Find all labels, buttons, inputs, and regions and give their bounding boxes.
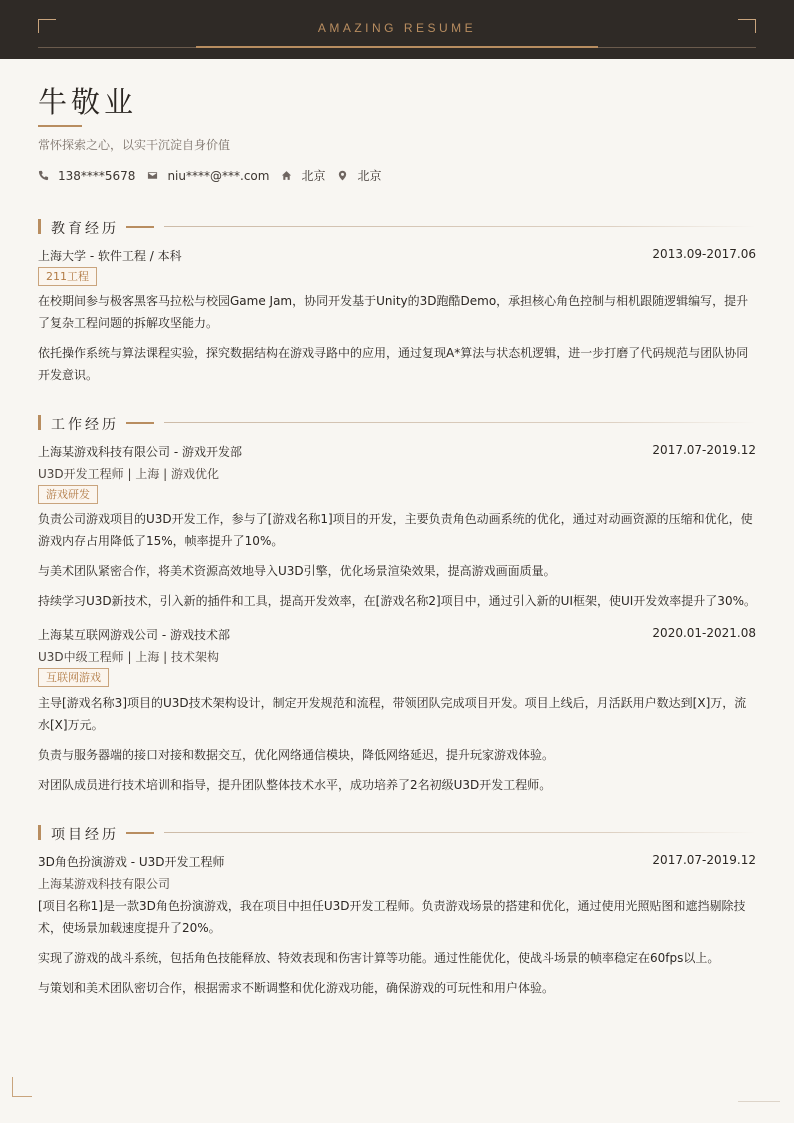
job-paragraph: 主导[游戏名称3]项目的U3D技术架构设计，制定开发规范和流程，带领团队完成项目开发。项目上线后，月活跃用户数达到[X]万，流水[X]万元。	[38, 696, 747, 732]
contact-location	[337, 167, 381, 184]
job-date: 2017.07-2019.12	[652, 443, 756, 457]
header-divider-accent	[196, 46, 598, 48]
contact-email[interactable]	[147, 169, 269, 183]
header-band	[0, 0, 794, 59]
section-header-work	[38, 414, 756, 432]
section-header-projects	[38, 824, 756, 842]
section-title: 工作经历	[51, 417, 119, 433]
job-paragraph: 对团队成员进行技术培训和指导，提升团队整体技术水平，成功培养了2名初级U3D开发工程师。	[38, 778, 552, 792]
corner-ornament-bottom-left	[12, 1077, 32, 1097]
job-paragraph: 负责与服务器端的接口对接和数据交互，优化网络通信模块，降低网络延迟，提升玩家游戏体验。	[38, 748, 555, 762]
section-title: 项目经历	[51, 827, 119, 843]
footer-rule	[738, 1101, 780, 1102]
education-paragraph: 在校期间参与极客黑客马拉松与校园Game Jam，协同开发基于Unity的3D跑酷Demo，承担核心角色控制与相机跟随逻辑编写，提升了复杂工程问题的拆解攻坚能力。	[38, 294, 749, 330]
section-rule	[164, 226, 756, 227]
contact-info	[38, 167, 393, 184]
motto: 常怀探索之心，以实干沉淀自身价值	[38, 138, 231, 152]
location-pin-icon	[337, 170, 348, 181]
contact-phone[interactable]	[38, 169, 135, 183]
job-tag: 互联网游戏	[38, 668, 109, 687]
job-role: U3D中级工程师 | 上海 | 技术架构	[38, 650, 220, 664]
phone-number: 138****5678	[58, 168, 136, 183]
education-entry	[38, 247, 756, 264]
project-paragraph: 与策划和美术团队密切合作，根据需求不断调整和优化游戏功能，确保游戏的可玩性和用户体验。	[38, 981, 555, 995]
job-entry	[38, 443, 756, 460]
project-name: 3D角色扮演游戏 - U3D开发工程师	[38, 855, 225, 869]
section-title: 教育经历	[51, 221, 119, 237]
section-marker	[38, 219, 41, 234]
job-company: 上海某游戏科技有限公司 - 游戏开发部	[38, 445, 242, 459]
education-paragraph: 依托操作系统与算法课程实验，探究数据结构在游戏寻路中的应用，通过复现A*算法与状态机逻辑，进一步打磨了代码规范与团队协同开发意识。	[38, 346, 749, 382]
job-paragraph: 持续学习U3D新技术，引入新的插件和工具，提高开发效率，在[游戏名称2]项目中，通过引入新的UI框架，使UI开发效率提升了30%。	[38, 594, 756, 608]
name-underline	[38, 125, 82, 127]
section-header-education	[38, 218, 756, 236]
section-marker	[38, 415, 41, 430]
contact-home	[281, 167, 325, 184]
job-paragraph: 负责公司游戏项目的U3D开发工作，参与了[游戏名称1]项目的开发，主要负责角色动画系统的优化，通过对动画资源的压缩和优化，使游戏内存占用降低了15%，帧率提升了10%。	[38, 512, 753, 548]
section-rule	[164, 422, 756, 423]
project-date: 2017.07-2019.12	[652, 853, 756, 867]
job-paragraph: 与美术团队紧密合作，将美术资源高效地导入U3D引擎，优化场景渲染效果，提高游戏画面质量。	[38, 564, 556, 578]
project-company: 上海某游戏科技有限公司	[38, 877, 171, 891]
job-company: 上海某互联网游戏公司 - 游戏技术部	[38, 628, 230, 642]
section-dash	[126, 226, 154, 228]
banner-title: AMAZING RESUME	[317, 21, 477, 35]
section-rule	[164, 832, 756, 833]
home-city: 北京	[301, 169, 326, 183]
section-dash	[126, 422, 154, 424]
home-icon	[281, 170, 292, 181]
education-date: 2013.09-2017.06	[652, 247, 756, 261]
project-paragraph: 实现了游戏的战斗系统，包括角色技能释放、特效表现和伤害计算等功能。通过性能优化，使战斗场景的帧率稳定在60fps以上。	[38, 951, 720, 965]
job-entry	[38, 626, 756, 643]
candidate-name: 牛敬业	[38, 85, 138, 119]
job-tag: 游戏研发	[38, 485, 98, 504]
section-marker	[38, 825, 41, 840]
phone-icon	[38, 170, 49, 181]
job-role: U3D开发工程师 | 上海 | 游戏优化	[38, 467, 220, 481]
location-city: 北京	[357, 169, 382, 183]
school-and-major: 上海大学 - 软件工程 / 本科	[38, 249, 182, 263]
job-date: 2020.01-2021.08	[652, 626, 756, 640]
education-tag: 211工程	[38, 267, 97, 286]
email-icon	[147, 170, 158, 181]
project-paragraph: [项目名称1]是一款3D角色扮演游戏，我在项目中担任U3D开发工程师。负责游戏场景的搭建和优化，通过使用光照贴图和遮挡剔除技术，使场景加载速度提升了20%。	[38, 899, 746, 935]
email-address: niu****@***.com	[167, 168, 270, 183]
project-entry	[38, 853, 756, 870]
section-dash	[126, 832, 154, 834]
